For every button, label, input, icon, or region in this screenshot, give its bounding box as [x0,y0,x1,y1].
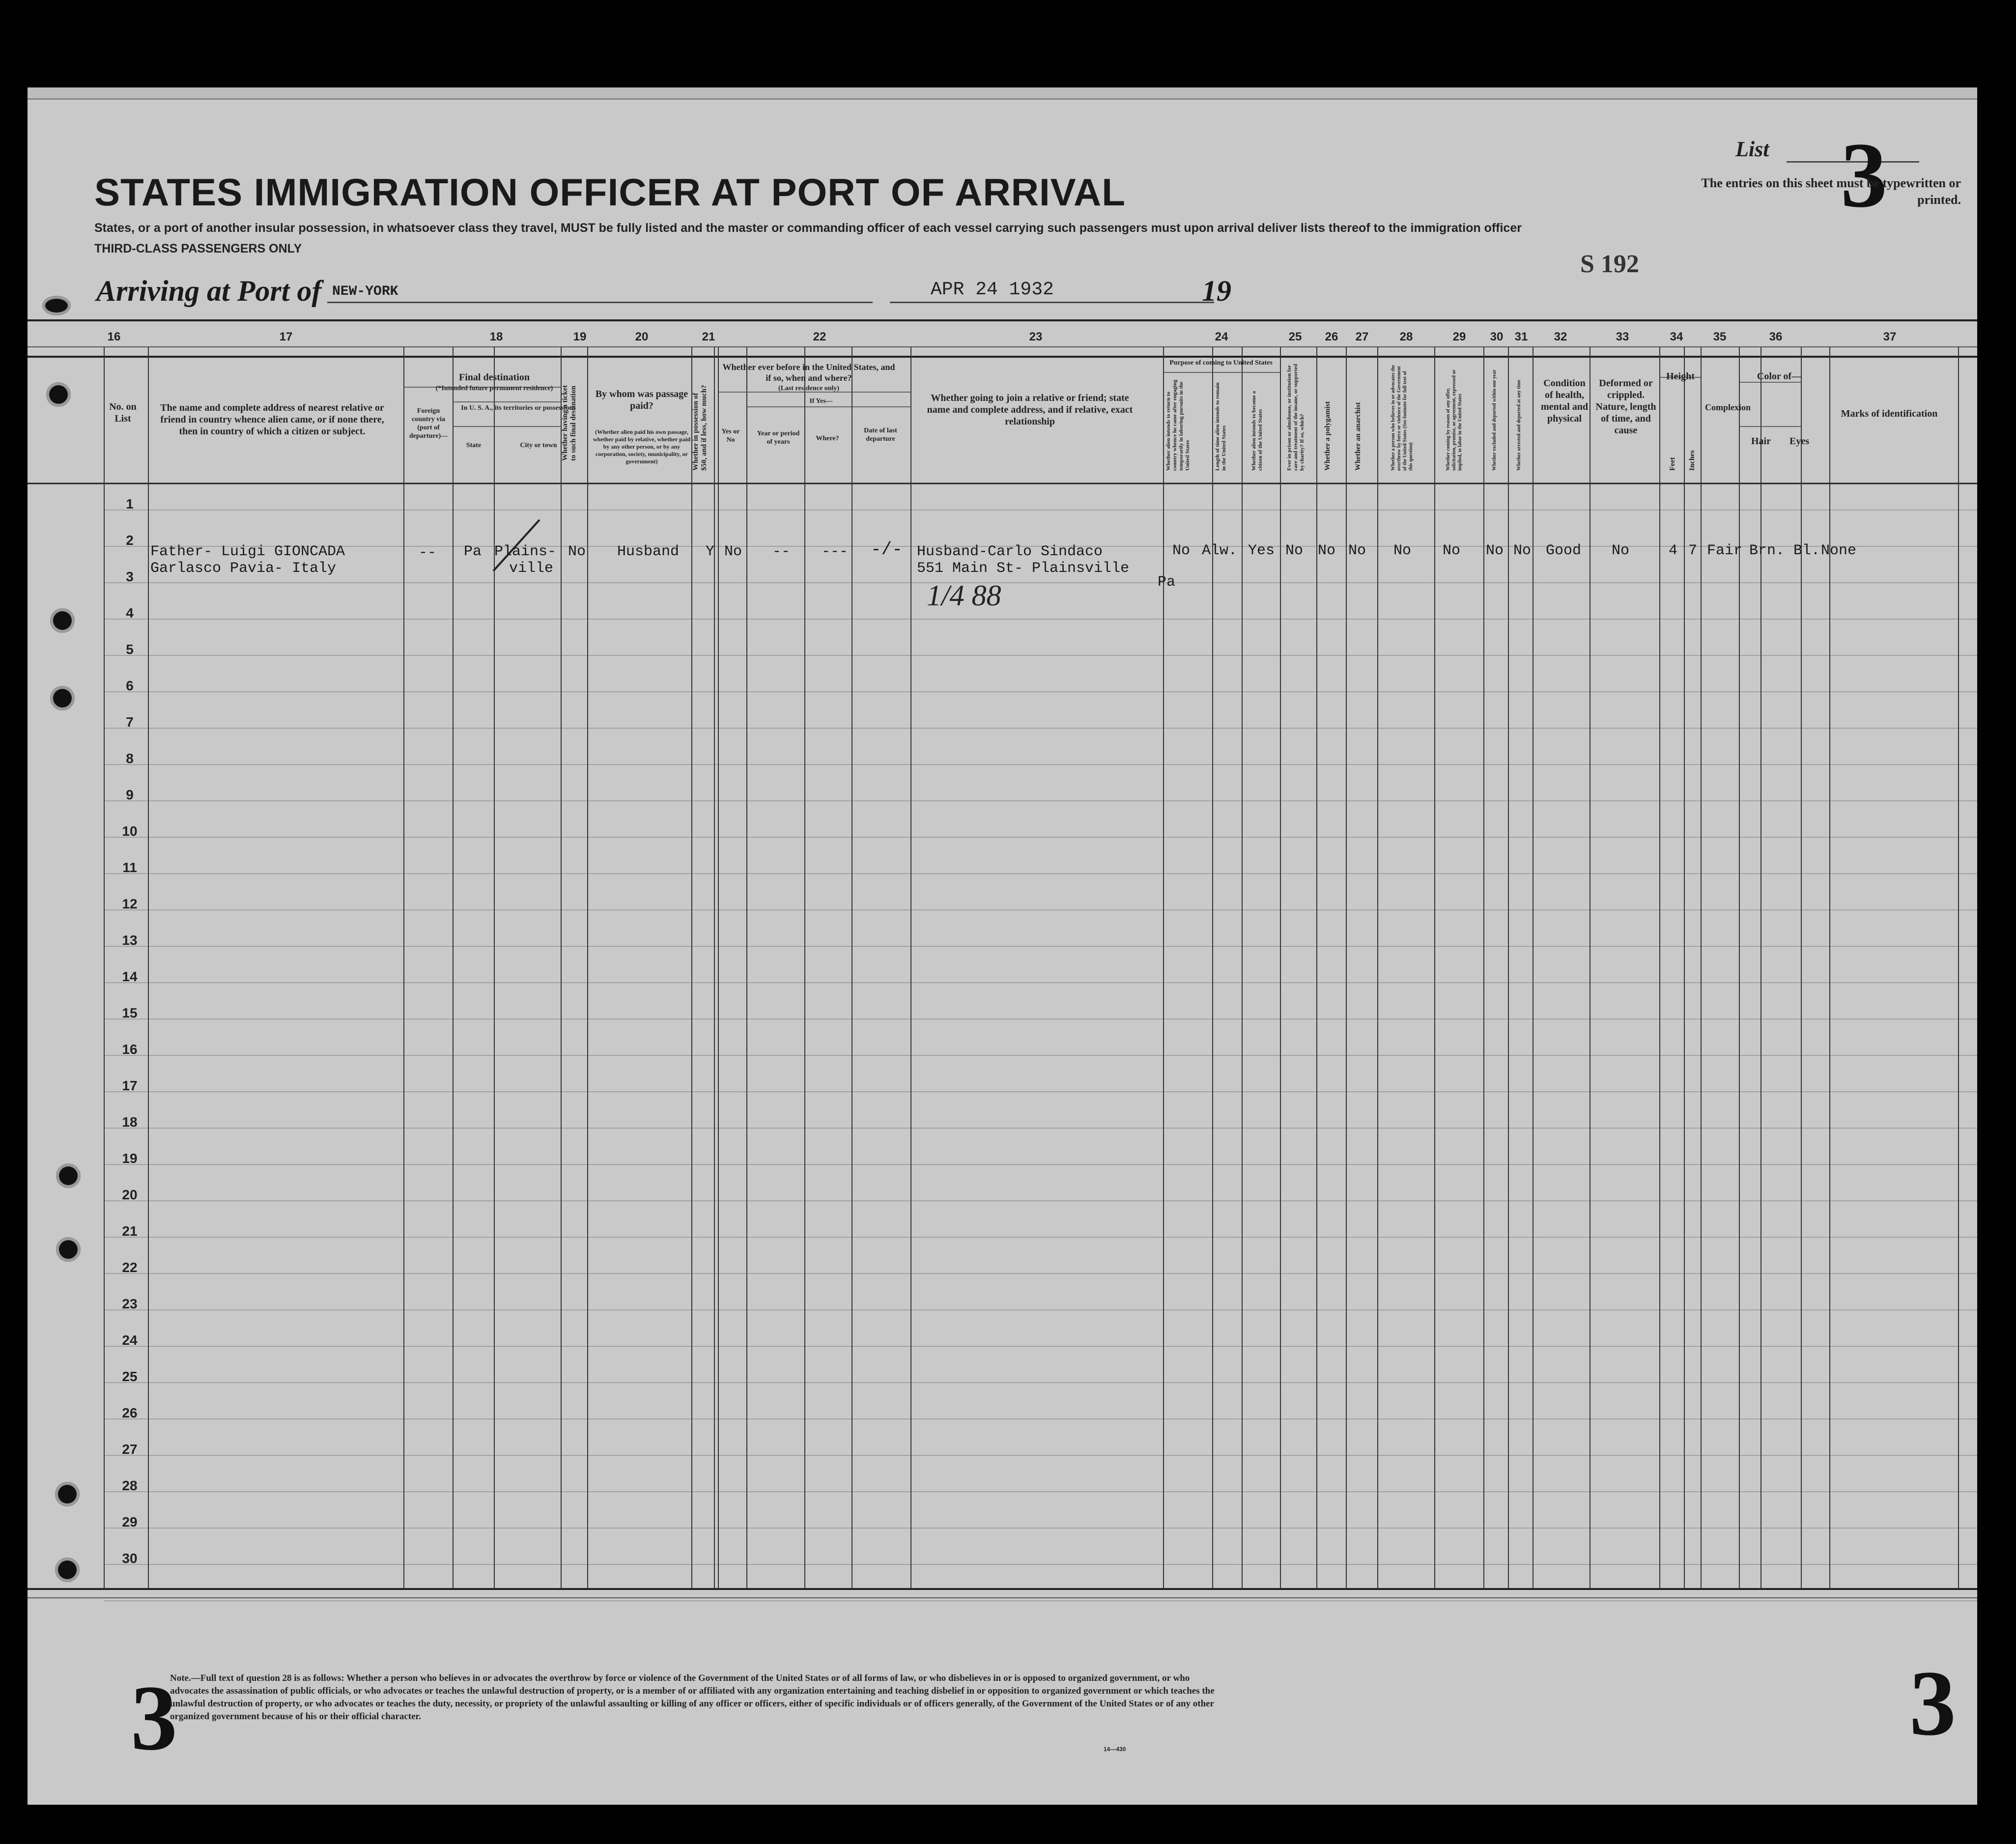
header-hair: Hair [1751,436,1771,447]
page-subtitle: States, or a port of another insular possession, in whatsoever class they travel, MUST be fully listed and the master or commanding officer of each vessel carrying such passengers must upon arrival deliver lists thereof to the immigration officer [94,221,1522,235]
column-number: 20 [635,330,649,343]
row-number: 24 [122,1333,138,1348]
column-number: 19 [573,330,587,343]
entry-handwritten-annotation: 1/4 88 [927,579,1001,612]
header-if-yes: If Yes— [809,397,833,405]
entry-return-home: No [1172,542,1191,559]
header-prison: Ever in prison or almshouse, or institution for care and treatment of the insane, or supported by charity? If so, which? [1286,364,1305,471]
arrival-date: APR 24 1932 [931,279,1054,300]
header-state: State [466,442,482,449]
row-number: 29 [122,1514,138,1530]
header-last-residence: (Last residence only) [778,385,840,392]
entry-deformed: No [1612,542,1630,559]
row-number: 11 [122,860,137,875]
punch-hole [55,1558,80,1582]
header-relative-home: The name and complete address of nearest relative or friend in country whence alien came, or if none there, then in country of which a citizen or subject. [160,402,384,437]
entry-q28: No [1393,542,1412,559]
code-mark: S 192 [1580,250,1639,278]
list-label: List [1735,137,1769,161]
entry-ever-before: No [724,543,742,560]
header-complexion: Complexion [1705,402,1751,412]
row-number: 19 [122,1151,138,1166]
header-where: Where? [816,435,839,442]
entry-length-stay: Alw. [1202,542,1238,559]
entry-q30: No [1486,542,1504,559]
port-of-arrival: NEW-YORK [332,284,398,299]
row-number: 30 [122,1551,138,1566]
entry-money: Y [706,543,715,560]
entry-health: Good [1546,542,1582,559]
row-number: 21 [122,1223,138,1239]
row-number: 22 [122,1260,138,1275]
entry-join-line1: Husband-Carlo Sindaco [917,543,1103,560]
row-number: 27 [122,1442,138,1457]
entry-where: --- [822,543,849,560]
row-number: 20 [122,1187,138,1202]
header-q29: Whether coming by reason of any offer, solicitation, promise, or agreement, expressed or implied, to labor in the United States [1446,369,1463,471]
entry-q29: No [1443,542,1461,559]
row-number: 14 [122,969,138,984]
row-number: 15 [122,1005,138,1021]
header-inches: Inches [1688,450,1696,471]
entry-foreign-country: -- [419,544,437,561]
row-number: 12 [122,896,138,911]
header-height: Height [1666,371,1695,382]
column-number: 31 [1514,330,1528,343]
header-ticket: Whether having a ticket to such final destination [561,385,577,461]
entry-complexion: Fair [1707,542,1743,559]
header-polygamist: Whether a polygamist [1324,401,1332,471]
punch-hole [46,382,71,407]
city-strike-mark [489,517,543,576]
column-number: 36 [1769,330,1783,343]
column-number: 28 [1399,330,1413,343]
header-foreign-country: Foreign country via (port of departure)— [409,407,448,440]
column-number: 35 [1713,330,1727,343]
footer-left-number: 3 [131,1667,177,1770]
punch-hole [56,1237,81,1262]
row-number: 13 [122,933,138,948]
column-number: 22 [813,330,826,343]
column-number: 32 [1554,330,1567,343]
entry-prison: No [1285,542,1304,559]
row-number: 1 [126,496,134,511]
column-number: 30 [1490,330,1504,343]
header-ever-before: Whether ever before in the United States, and if so, when and where? [722,362,895,383]
entry-marks: None [1821,542,1857,559]
header-eyes: Eyes [1789,436,1809,447]
header-purpose-citizen: Whether alien intends to become a citizen of the United States [1251,391,1263,471]
punch-hole [50,608,75,633]
entry-feet: 4 [1669,542,1678,559]
entry-anarchist: No [1348,542,1366,559]
entry-ticket: No [568,543,586,560]
header-q28: Whether a person who believes in or advocates the overthrow by force or violence of the Government of the United States (See footnote for full text of this question) [1391,365,1414,471]
header-final-destination-note: (*Intended future permanent residence) [435,385,553,392]
row-number: 6 [126,678,134,693]
footnote-question-28: Note.—Full text of question 28 is as follows: Whether a person who believes in or advocates the overthrow by force or violence of the Government of the United States or of all forms of law, or who disbelieves in or is opposed to organized government, or who advocates the assassination of public officials, or who advocates or teaches the unlawful destruction of property, or is a member of or affiliated with any organization entertaining and teaching disbelief in or opposition to organized government or which teaches the unlawful destruction of property, or who advocates or teaches the duty, necessity, or propriety of the unlawful assaulting or killing of any officer or officers, either of specific individuals or of officers generally, of the Government of the United States or of any other organized government because of his or their official character. [170,1673,1215,1722]
entry-paid-by: Husband [617,543,680,560]
manifest-sheet [28,87,1977,1805]
row-number: 23 [122,1296,138,1311]
header-city-town: City or town [520,442,557,449]
column-number: 24 [1215,330,1228,343]
punch-hole [55,1482,80,1506]
entry-relative-line1: Father- Luigi GIONCADA [150,543,345,560]
column-number: 23 [1029,330,1043,343]
column-number: 16 [107,330,121,343]
entry-year-period: -- [772,543,791,560]
punch-hole [56,1163,81,1188]
row-number: 25 [122,1369,138,1384]
class-label: THIRD-CLASS PASSENGERS ONLY [94,242,302,255]
form-code: 14—430 [1104,1746,1126,1753]
row-number: 10 [122,823,138,839]
header-no-on-list: No. on List [109,401,137,424]
header-year-period: Year or period of years [757,430,800,446]
column-number: 29 [1452,330,1466,343]
column-number: 27 [1355,330,1369,343]
header-purpose: Purpose of coming to United States [1169,359,1273,367]
row-number: 2 [126,533,134,548]
column-number: 25 [1288,330,1302,343]
list-number: 3 [1841,124,1887,227]
entry-eyes: Bl. [1793,542,1820,559]
row-number: 3 [126,569,134,584]
header-purpose-length: Length of time alien intends to remain in the United States [1215,382,1227,471]
row-number: 5 [126,642,134,657]
row-number: 26 [122,1405,138,1420]
entry-join-line2: 551 Main St- Plainsville [917,560,1130,577]
entry-state: Pa [464,543,482,560]
row-number: 8 [126,751,134,766]
column-number: 37 [1883,330,1897,343]
column-number: 18 [489,330,503,343]
year-prefix: 19 [1202,275,1231,307]
entry-hair: Brn. [1749,542,1785,559]
header-feet: Feet [1669,457,1676,471]
header-q31: Whether arrested and deported at any time [1516,379,1522,471]
row-number: 16 [122,1042,138,1057]
header-in-usa: In U. S. A., its territories or possessions [461,404,576,412]
row-number: 28 [122,1478,138,1493]
page-title: STATES IMMIGRATION OFFICER AT PORT OF ARRIVAL [94,170,1126,214]
header-by-whom-paid: By whom was passage paid? [595,389,688,411]
header-health: Condition of health, mental and physical [1540,378,1589,424]
column-number: 17 [279,330,293,343]
arriving-label: Arriving at Port of [96,275,322,307]
header-join-relative: Whether going to join a relative or friend; state name and complete address, and if relative, exact relationship [927,393,1133,427]
header-anarchist: Whether an anarchist [1354,402,1362,471]
punch-hole [42,296,71,315]
entry-date-last: -/- [871,539,903,560]
header-by-whom-note: (Whether alien paid his own passage, whether paid by relative, whether paid by any other person, or by any corporation, society, municipality, or government) [593,428,690,465]
header-possession-50: Whether in possession of $50, and if less, how much? [692,385,708,471]
row-number: 9 [126,787,134,802]
row-number: 7 [126,714,134,730]
table-grid [28,87,1977,1805]
row-number: 18 [122,1114,138,1130]
footer-right-number: 3 [1909,1652,1956,1755]
punch-hole [50,686,75,710]
entry-citizen: Yes [1248,542,1275,559]
column-number: 33 [1616,330,1629,343]
entry-join-line3: Pa [1158,574,1176,591]
header-purpose-return: Whether alien intends to return to country whence he came after engaging temporarily in laboring pursuits in the United States [1165,379,1191,471]
entry-city-line2: ville [509,560,554,577]
header-final-destination: Final destination [459,372,530,383]
header-color-of: Color of— [1757,371,1802,382]
header-date-last-departure: Date of last departure [864,427,897,443]
entry-inches: 7 [1688,542,1698,559]
column-number: 34 [1670,330,1683,343]
column-number: 21 [702,330,715,343]
row-number: 17 [122,1078,138,1093]
header-marks: Marks of identification [1841,408,1938,419]
entry-relative-line2: Garlasco Pavia- Italy [150,560,337,577]
header-deformed: Deformed or crippled. Nature, length of time, and cause [1595,378,1656,436]
header-q30: Whether excluded and deported within one year [1492,369,1497,471]
entry-q31: No [1513,542,1532,559]
header-yes-no: Yes or No [721,428,740,444]
entry-city-line1: Plains- [494,543,557,560]
entries-note: The entries on this sheet must be typewritten or printed. [1701,176,1961,207]
entry-polygamist: No [1318,542,1336,559]
row-number: 4 [126,605,134,621]
column-number: 26 [1325,330,1338,343]
